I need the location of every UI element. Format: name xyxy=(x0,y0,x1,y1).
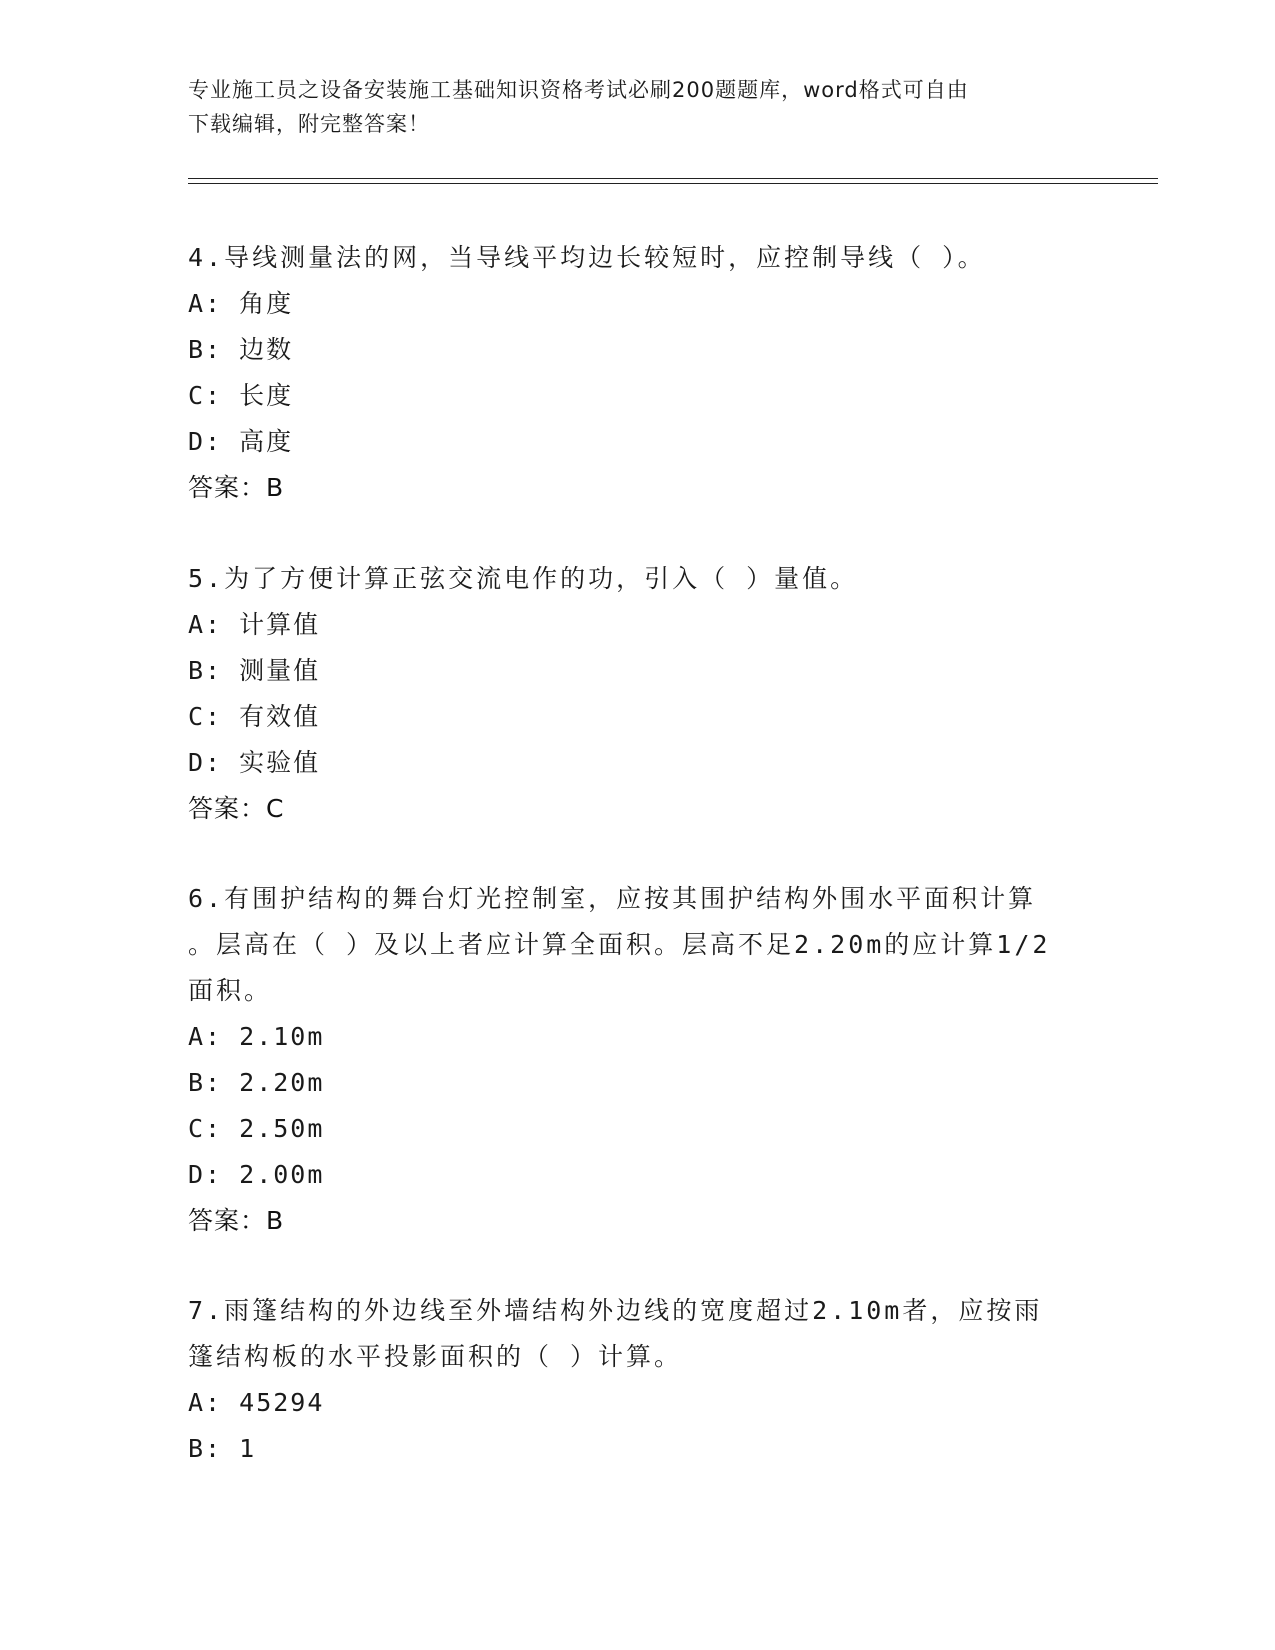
option-d: D: 2.00m xyxy=(188,1160,325,1189)
option-c: C: 长度 xyxy=(188,381,294,410)
option-b: B: 2.20m xyxy=(188,1068,325,1097)
option-c: C: 2.50m xyxy=(188,1114,325,1143)
option-c: C: 有效值 xyxy=(188,702,321,731)
header-line-2: 下载编辑，附完整答案！ xyxy=(188,112,430,136)
answer: 答案：B xyxy=(188,1206,285,1235)
question-6 xyxy=(188,876,1088,1244)
question-5 xyxy=(188,556,1088,832)
option-d: D: 实验值 xyxy=(188,748,321,777)
question-text: 5.为了方便计算正弦交流电作的功，引入（ ）量值。 xyxy=(188,564,859,593)
question-4 xyxy=(188,235,1088,511)
answer: 答案：B xyxy=(188,473,285,502)
question-text: 4.导线测量法的网，当导线平均边长较短时，应控制导线（ ）。 xyxy=(188,243,986,272)
question-text-line-1: 7.雨篷结构的外边线至外墙结构外边线的宽度超过2.10m者，应按雨 xyxy=(188,1296,1043,1325)
answer: 答案：C xyxy=(188,794,285,823)
option-b: B: 边数 xyxy=(188,335,294,364)
question-text-line-1: 6.有围护结构的舞台灯光控制室，应按其围护结构外围水平面积计算 xyxy=(188,884,1037,913)
question-text-line-2: 篷结构板的水平投影面积的（ ）计算。 xyxy=(188,1342,683,1371)
option-a: A: 2.10m xyxy=(188,1022,325,1051)
header-rule-top xyxy=(188,178,1158,179)
option-b: B: 测量值 xyxy=(188,656,321,685)
header-line-1: 专业施工员之设备安装施工基础知识资格考试必刷200题题库，word格式可自由 xyxy=(188,78,969,102)
question-7 xyxy=(188,1288,1088,1472)
question-text-line-2: 。层高在（ ）及以上者应计算全面积。层高不足2.20m的应计算1/2 xyxy=(188,930,1051,959)
option-d: D: 高度 xyxy=(188,427,294,456)
option-a: A: 计算值 xyxy=(188,610,321,639)
header-rule-bottom xyxy=(188,183,1158,184)
option-b: B: 1 xyxy=(188,1434,257,1463)
option-a: A: 角度 xyxy=(188,289,294,318)
question-text-line-3: 面积。 xyxy=(188,976,273,1005)
document-header xyxy=(188,73,1088,141)
option-a: A: 45294 xyxy=(188,1388,325,1417)
